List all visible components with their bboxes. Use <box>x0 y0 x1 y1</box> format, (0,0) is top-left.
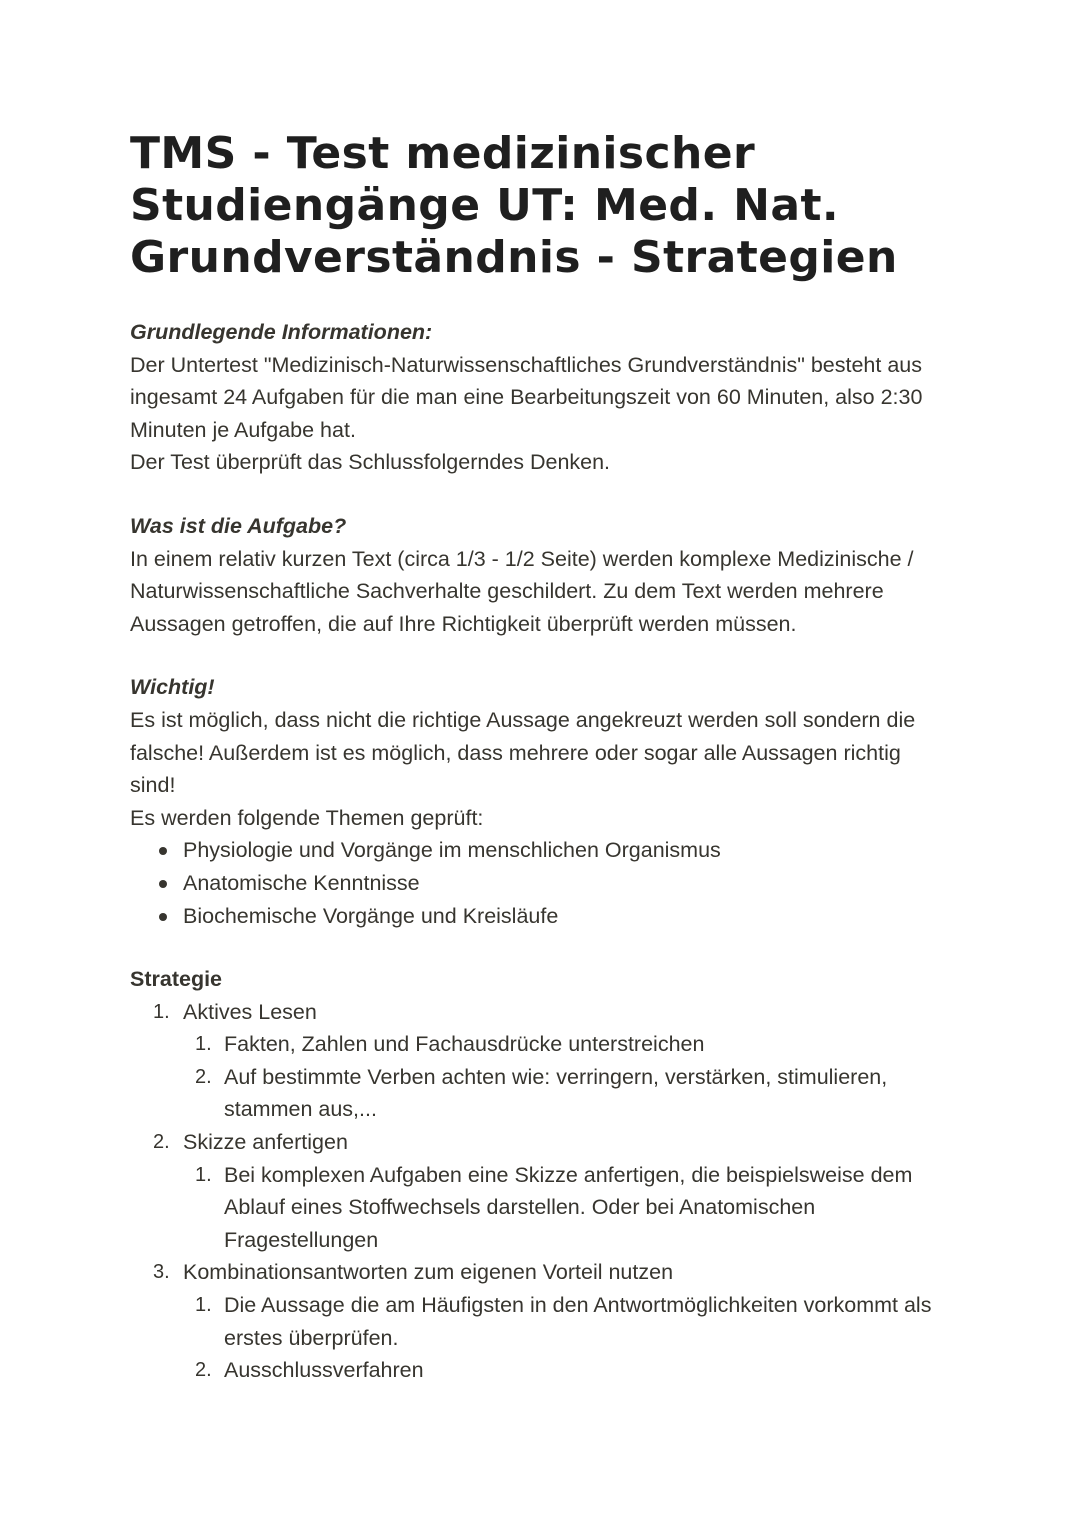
important-heading: Wichtig! <box>130 675 215 700</box>
strategy-section <box>130 963 950 1387</box>
info-paragraph-1: Der Untertest "Medizinisch-Naturwissenschaftliches Grundverständnis" besteht aus ingesamt 24 Aufgaben für die man eine Bearbeitungszeit von 60 Minuten, also 2:30 Minuten je Aufgabe hat. <box>130 352 923 442</box>
list-number: 1. <box>153 1000 170 1023</box>
topics-intro: Es werden folgende Themen geprüft: <box>130 805 484 830</box>
topic-text: Physiologie und Vorgänge im menschlichen Organismus <box>183 838 721 863</box>
list-item <box>154 900 950 933</box>
page-title: TMS - Test medizinischer Studiengänge UT: Med. Nat. Grundverständnis - Strategien <box>130 128 898 283</box>
strategy-subitem <box>183 1061 950 1126</box>
strategy-subitem-text: Die Aussage die am Häufigsten in den Antwortmöglichkeiten vorkommt als erstes überprüfen. <box>224 1293 932 1350</box>
topic-text: Biochemische Vorgänge und Kreisläufe <box>183 903 559 928</box>
list-number: 3. <box>153 1261 170 1284</box>
document-page <box>130 128 950 1387</box>
strategy-subitem <box>183 1159 950 1257</box>
strategy-item-label: Aktives Lesen <box>183 999 317 1024</box>
bullet-icon <box>159 913 167 921</box>
strategy-sublist <box>183 1159 950 1257</box>
strategy-subitem-text: Ausschlussverfahren <box>224 1358 424 1383</box>
strategy-item <box>130 996 950 1126</box>
strategy-subitem <box>183 1289 950 1354</box>
strategy-list <box>130 996 950 1387</box>
bullet-icon <box>159 847 167 855</box>
info-paragraph-2: Der Test überprüft das Schlussfolgerndes Denken. <box>130 450 611 475</box>
important-paragraph: Es ist möglich, dass nicht die richtige Aussage angekreuzt werden soll sondern die falsche! Außerdem ist es möglich, dass mehrere oder sogar alle Aussagen richtig sind! <box>130 707 916 798</box>
list-item <box>154 867 950 900</box>
strategy-subitem-text: Fakten, Zahlen und Fachausdrücke unterstreichen <box>224 1032 705 1057</box>
strategy-subitem <box>183 1028 950 1061</box>
strategy-sublist <box>183 1289 950 1387</box>
strategy-item <box>130 1256 950 1386</box>
task-section <box>130 510 950 640</box>
bullet-icon <box>159 880 167 888</box>
list-number: 2. <box>195 1065 212 1088</box>
strategy-subitem-text: Auf bestimmte Verben achten wie: verringern, verstärken, stimulieren, stammen aus,... <box>224 1064 888 1122</box>
list-number: 1. <box>195 1033 212 1056</box>
list-number: 2. <box>153 1131 170 1154</box>
list-number: 2. <box>195 1359 212 1382</box>
strategy-item-label: Kombinationsantworten zum eigenen Vorteil nutzen <box>183 1260 674 1285</box>
topics-list <box>130 834 950 932</box>
info-heading: Grundlegende Informationen: <box>130 320 433 344</box>
important-section <box>130 671 950 932</box>
list-number: 1. <box>195 1294 212 1317</box>
strategy-item-label: Skizze anfertigen <box>183 1130 348 1155</box>
strategy-subitem <box>183 1354 950 1387</box>
strategy-subitem-text: Bei komplexen Aufgaben eine Skizze anfertigen, die beispielsweise dem Ablauf eines Stoffwechsels darstellen. Oder bei Anatomischen Fragestellungen <box>224 1162 913 1252</box>
strategy-item <box>130 1126 950 1256</box>
topic-text: Anatomische Kenntnisse <box>183 870 420 895</box>
list-item <box>154 834 950 867</box>
strategy-sublist <box>183 1028 950 1126</box>
task-paragraph: In einem relativ kurzen Text (circa 1/3 - 1/2 Seite) werden komplexe Medizinische / Naturwissenschaftliche Sachverhalte geschildert. Zu dem Text werden mehrere Aussagen getroffen, die auf Ihre Richtigkeit überprüft werden müssen. <box>130 546 914 636</box>
list-number: 1. <box>195 1163 212 1186</box>
task-heading: Was ist die Aufgabe? <box>130 513 347 538</box>
strategy-heading: Strategie <box>130 967 223 992</box>
info-section <box>130 316 950 479</box>
